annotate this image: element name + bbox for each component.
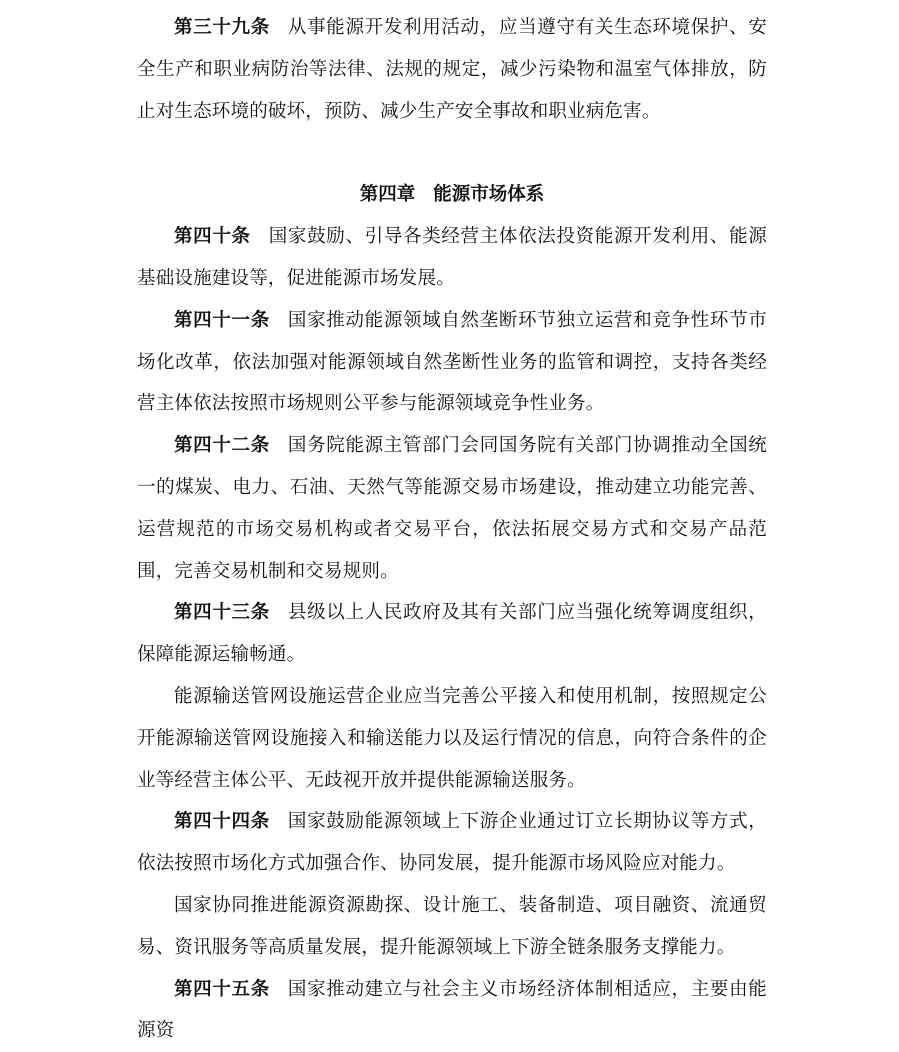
article-39 <box>137 7 767 132</box>
article-number: 第四十四条 <box>174 811 270 833</box>
article-number: 第四十条 <box>174 226 251 248</box>
article-text: 国家鼓励能源领域上下游企业通过订立长期协议等方式，依法按照市场化方式加强合作、协同发展，提升能源市场风险应对能力。 <box>137 811 767 875</box>
article-text: 国务院能源主管部门会同国务院有关部门协调推动全国统一的煤炭、电力、石油、天然气等能源交易市场建设，推动建立功能完善、运营规范的市场交易机构或者交易平台，依法拓展交易方式和交易产品范围，完善交易机制和交易规则。 <box>137 435 767 582</box>
article-text: 国家推动能源领域自然垄断环节独立运营和竞争性环节市场化改革，依法加强对能源领域自然垄断性业务的监管和调控，支持各类经营主体依法按照市场规则公平参与能源领域竞争性业务。 <box>137 309 767 415</box>
paragraph-text: 国家协同推进能源资源勘探、设计施工、装备制造、项目融资、流通贸易、资讯服务等高质量发展，提升能源领域上下游全链条服务支撑能力。 <box>137 894 767 958</box>
article-45 <box>137 969 767 1052</box>
article-40 <box>137 216 767 300</box>
article-number: 第四十二条 <box>174 435 270 457</box>
article-44-paragraph-2 <box>137 885 767 969</box>
article-text: 国家鼓励、引导各类经营主体依法投资能源开发利用、能源基础设施建设等，促进能源市场发展。 <box>137 226 767 289</box>
article-number: 第四十五条 <box>174 978 270 1000</box>
document-page <box>137 7 767 1052</box>
paragraph-text: 能源输送管网设施运营企业应当完善公平接入和使用机制，按照规定公开能源输送管网设施接入和输送能力以及运行情况的信息，向符合条件的企业等经营主体公平、无歧视开放并提供能源输送服务。 <box>137 685 767 791</box>
article-number: 第四十一条 <box>174 309 270 331</box>
article-text: 从事能源开发利用活动，应当遵守有关生态环境保护、安全生产和职业病防治等法律、法规的规定，减少污染物和温室气体排放，防止对生态环境的破坏，预防、减少生产安全事故和职业病危害。 <box>137 17 767 122</box>
article-text: 国家推动建立与社会主义市场经济体制相适应，主要由能源资 <box>137 978 767 1042</box>
chapter-number: 第四章 <box>359 184 416 206</box>
article-text: 县级以上人民政府及其有关部门应当强化统筹调度组织，保障能源运输畅通。 <box>137 602 767 666</box>
article-42 <box>137 425 767 592</box>
article-44 <box>137 801 767 885</box>
article-43 <box>137 592 767 676</box>
chapter-title: 能源市场体系 <box>433 184 545 206</box>
article-number: 第四十三条 <box>174 602 270 624</box>
article-41 <box>137 300 767 425</box>
article-number: 第三十九条 <box>174 17 270 38</box>
article-43-paragraph-2 <box>137 676 767 801</box>
chapter-heading <box>137 174 767 216</box>
